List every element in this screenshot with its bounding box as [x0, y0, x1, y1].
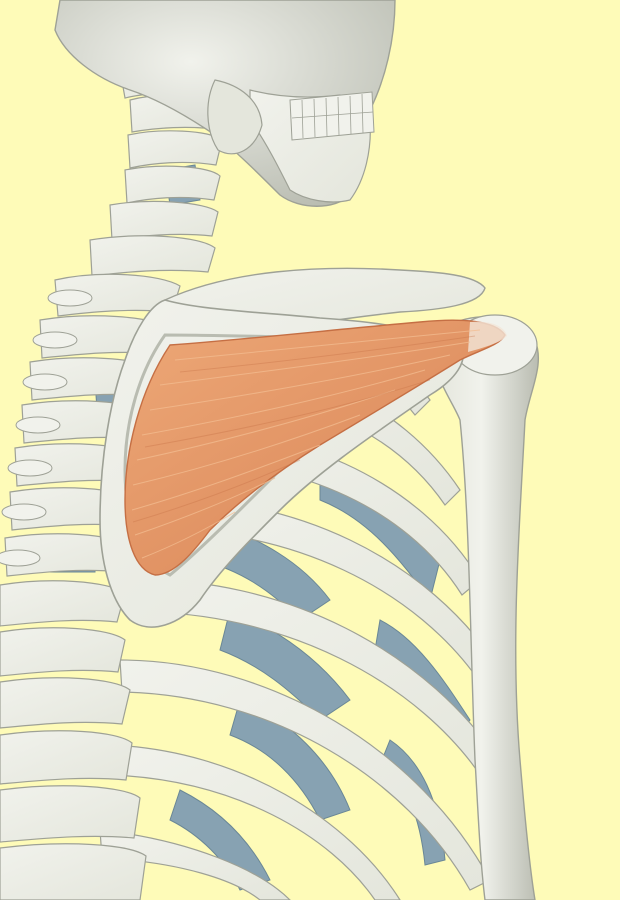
- vertebra-t9: [0, 628, 125, 676]
- vertebra-c6: [110, 201, 218, 240]
- vertebra-t11: [0, 731, 132, 784]
- vertebra-t10: [0, 678, 130, 728]
- spinous-process-2: [33, 332, 77, 348]
- spinous-process-6: [2, 504, 46, 520]
- spinous-process-7: [0, 550, 40, 566]
- vertebra-c5: [125, 166, 220, 203]
- spinous-process-3: [23, 374, 67, 390]
- spinous-process-1: [48, 290, 92, 306]
- vertebra-c4: [128, 131, 222, 168]
- spinous-process-4: [16, 417, 60, 433]
- vertebra-c7: [90, 236, 215, 276]
- spinous-process-5: [8, 460, 52, 476]
- vertebra-l1: [0, 844, 146, 900]
- vertebra-t12: [0, 786, 140, 842]
- vertebra-t8: [0, 581, 125, 626]
